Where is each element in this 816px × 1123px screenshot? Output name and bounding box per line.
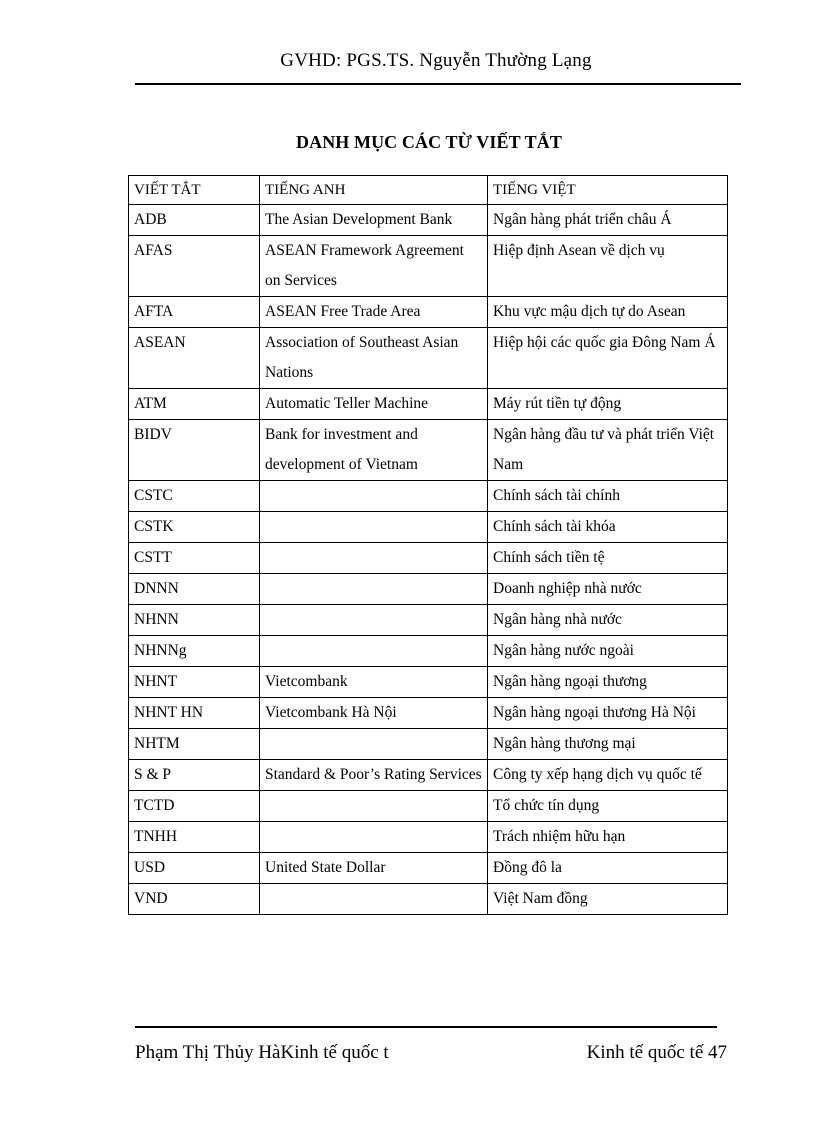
cell-abbreviation: S & P: [129, 760, 260, 791]
table-row: [129, 605, 728, 636]
cell-english-term: [260, 636, 488, 667]
table-row: [129, 512, 728, 543]
table-row: [129, 667, 728, 698]
cell-abbreviation: NHNT: [129, 667, 260, 698]
cell-vietnamese-term: Ngân hàng ngoại thương: [488, 667, 728, 698]
cell-abbreviation: ATM: [129, 389, 260, 420]
cell-vietnamese-term: Doanh nghiệp nhà nước: [488, 574, 728, 605]
table-row: [129, 328, 728, 389]
cell-english-term: [260, 791, 488, 822]
table-row: [129, 297, 728, 328]
page-header: GVHD: PGS.TS. Nguyễn Thường Lạng: [280, 50, 592, 71]
column-header-vietnamese: TIẾNG VIỆT: [488, 176, 728, 205]
cell-abbreviation: VND: [129, 884, 260, 915]
table-row: [129, 205, 728, 236]
table-row: [129, 420, 728, 481]
table-row: [129, 389, 728, 420]
table-row: [129, 853, 728, 884]
cell-abbreviation: USD: [129, 853, 260, 884]
cell-english-term: Bank for investment and development of Vietnam: [260, 420, 488, 481]
cell-abbreviation: NHNT HN: [129, 698, 260, 729]
cell-abbreviation: AFTA: [129, 297, 260, 328]
table-row: [129, 822, 728, 853]
cell-english-term: [260, 481, 488, 512]
cell-english-term: [260, 884, 488, 915]
cell-english-term: [260, 822, 488, 853]
table-row: [129, 760, 728, 791]
cell-vietnamese-term: Ngân hàng đầu tư và phát triển Việt Nam: [488, 420, 728, 481]
cell-english-term: ASEAN Framework Agreement on Services: [260, 236, 488, 297]
cell-vietnamese-term: Tổ chức tín dụng: [488, 791, 728, 822]
cell-english-term: Association of Southeast Asian Nations: [260, 328, 488, 389]
cell-abbreviation: CSTC: [129, 481, 260, 512]
cell-abbreviation: AFAS: [129, 236, 260, 297]
cell-abbreviation: NHNN: [129, 605, 260, 636]
cell-abbreviation: ASEAN: [129, 328, 260, 389]
cell-vietnamese-term: Hiệp hội các quốc gia Đông Nam Á: [488, 328, 728, 389]
cell-vietnamese-term: Ngân hàng nước ngoài: [488, 636, 728, 667]
cell-vietnamese-term: Máy rút tiền tự động: [488, 389, 728, 420]
cell-english-term: ASEAN Free Trade Area: [260, 297, 488, 328]
cell-abbreviation: CSTK: [129, 512, 260, 543]
cell-abbreviation: CSTT: [129, 543, 260, 574]
cell-english-term: [260, 605, 488, 636]
cell-abbreviation: TNHH: [129, 822, 260, 853]
cell-english-term: Automatic Teller Machine: [260, 389, 488, 420]
cell-abbreviation: ADB: [129, 205, 260, 236]
column-header-abbr: VIẾT TẮT: [129, 176, 260, 205]
footer-author: Phạm Thị Thủy HàKinh tế quốc t: [135, 1042, 389, 1063]
cell-english-term: United State Dollar: [260, 853, 488, 884]
table-header-row: [129, 176, 728, 205]
cell-vietnamese-term: Ngân hàng ngoại thương Hà Nội: [488, 698, 728, 729]
cell-english-term: Standard & Poor’s Rating Services: [260, 760, 488, 791]
table-row: [129, 574, 728, 605]
cell-vietnamese-term: Khu vực mậu dịch tự do Asean: [488, 297, 728, 328]
cell-vietnamese-term: Ngân hàng phát triển châu Á: [488, 205, 728, 236]
cell-abbreviation: NHNNg: [129, 636, 260, 667]
header-divider: [135, 83, 741, 85]
cell-english-term: [260, 512, 488, 543]
footer-page-label: Kinh tế quốc tế 47: [586, 1042, 727, 1063]
cell-vietnamese-term: Chính sách tiền tệ: [488, 543, 728, 574]
cell-vietnamese-term: Đồng đô la: [488, 853, 728, 884]
cell-vietnamese-term: Hiệp định Asean về dịch vụ: [488, 236, 728, 297]
cell-english-term: [260, 729, 488, 760]
cell-vietnamese-term: Việt Nam đồng: [488, 884, 728, 915]
table-row: [129, 236, 728, 297]
cell-english-term: The Asian Development Bank: [260, 205, 488, 236]
footer-divider: [135, 1026, 717, 1028]
table-row: [129, 481, 728, 512]
table-body: [129, 205, 728, 915]
cell-vietnamese-term: Chính sách tài khóa: [488, 512, 728, 543]
cell-vietnamese-term: Trách nhiệm hữu hạn: [488, 822, 728, 853]
table-row: [129, 791, 728, 822]
cell-abbreviation: BIDV: [129, 420, 260, 481]
cell-vietnamese-term: Chính sách tài chính: [488, 481, 728, 512]
cell-vietnamese-term: Công ty xếp hạng dịch vụ quốc tế: [488, 760, 728, 791]
table-row: [129, 884, 728, 915]
cell-english-term: Vietcombank Hà Nội: [260, 698, 488, 729]
column-header-english: TIẾNG ANH: [260, 176, 488, 205]
table-row: [129, 729, 728, 760]
table-row: [129, 698, 728, 729]
document-title: DANH MỤC CÁC TỪ VIẾT TẮT: [296, 132, 562, 152]
abbreviation-table: [128, 175, 728, 915]
cell-english-term: Vietcombank: [260, 667, 488, 698]
cell-vietnamese-term: Ngân hàng nhà nước: [488, 605, 728, 636]
cell-abbreviation: DNNN: [129, 574, 260, 605]
table-row: [129, 636, 728, 667]
cell-abbreviation: TCTD: [129, 791, 260, 822]
cell-vietnamese-term: Ngân hàng thương mại: [488, 729, 728, 760]
table-row: [129, 543, 728, 574]
cell-english-term: [260, 574, 488, 605]
cell-abbreviation: NHTM: [129, 729, 260, 760]
cell-english-term: [260, 543, 488, 574]
